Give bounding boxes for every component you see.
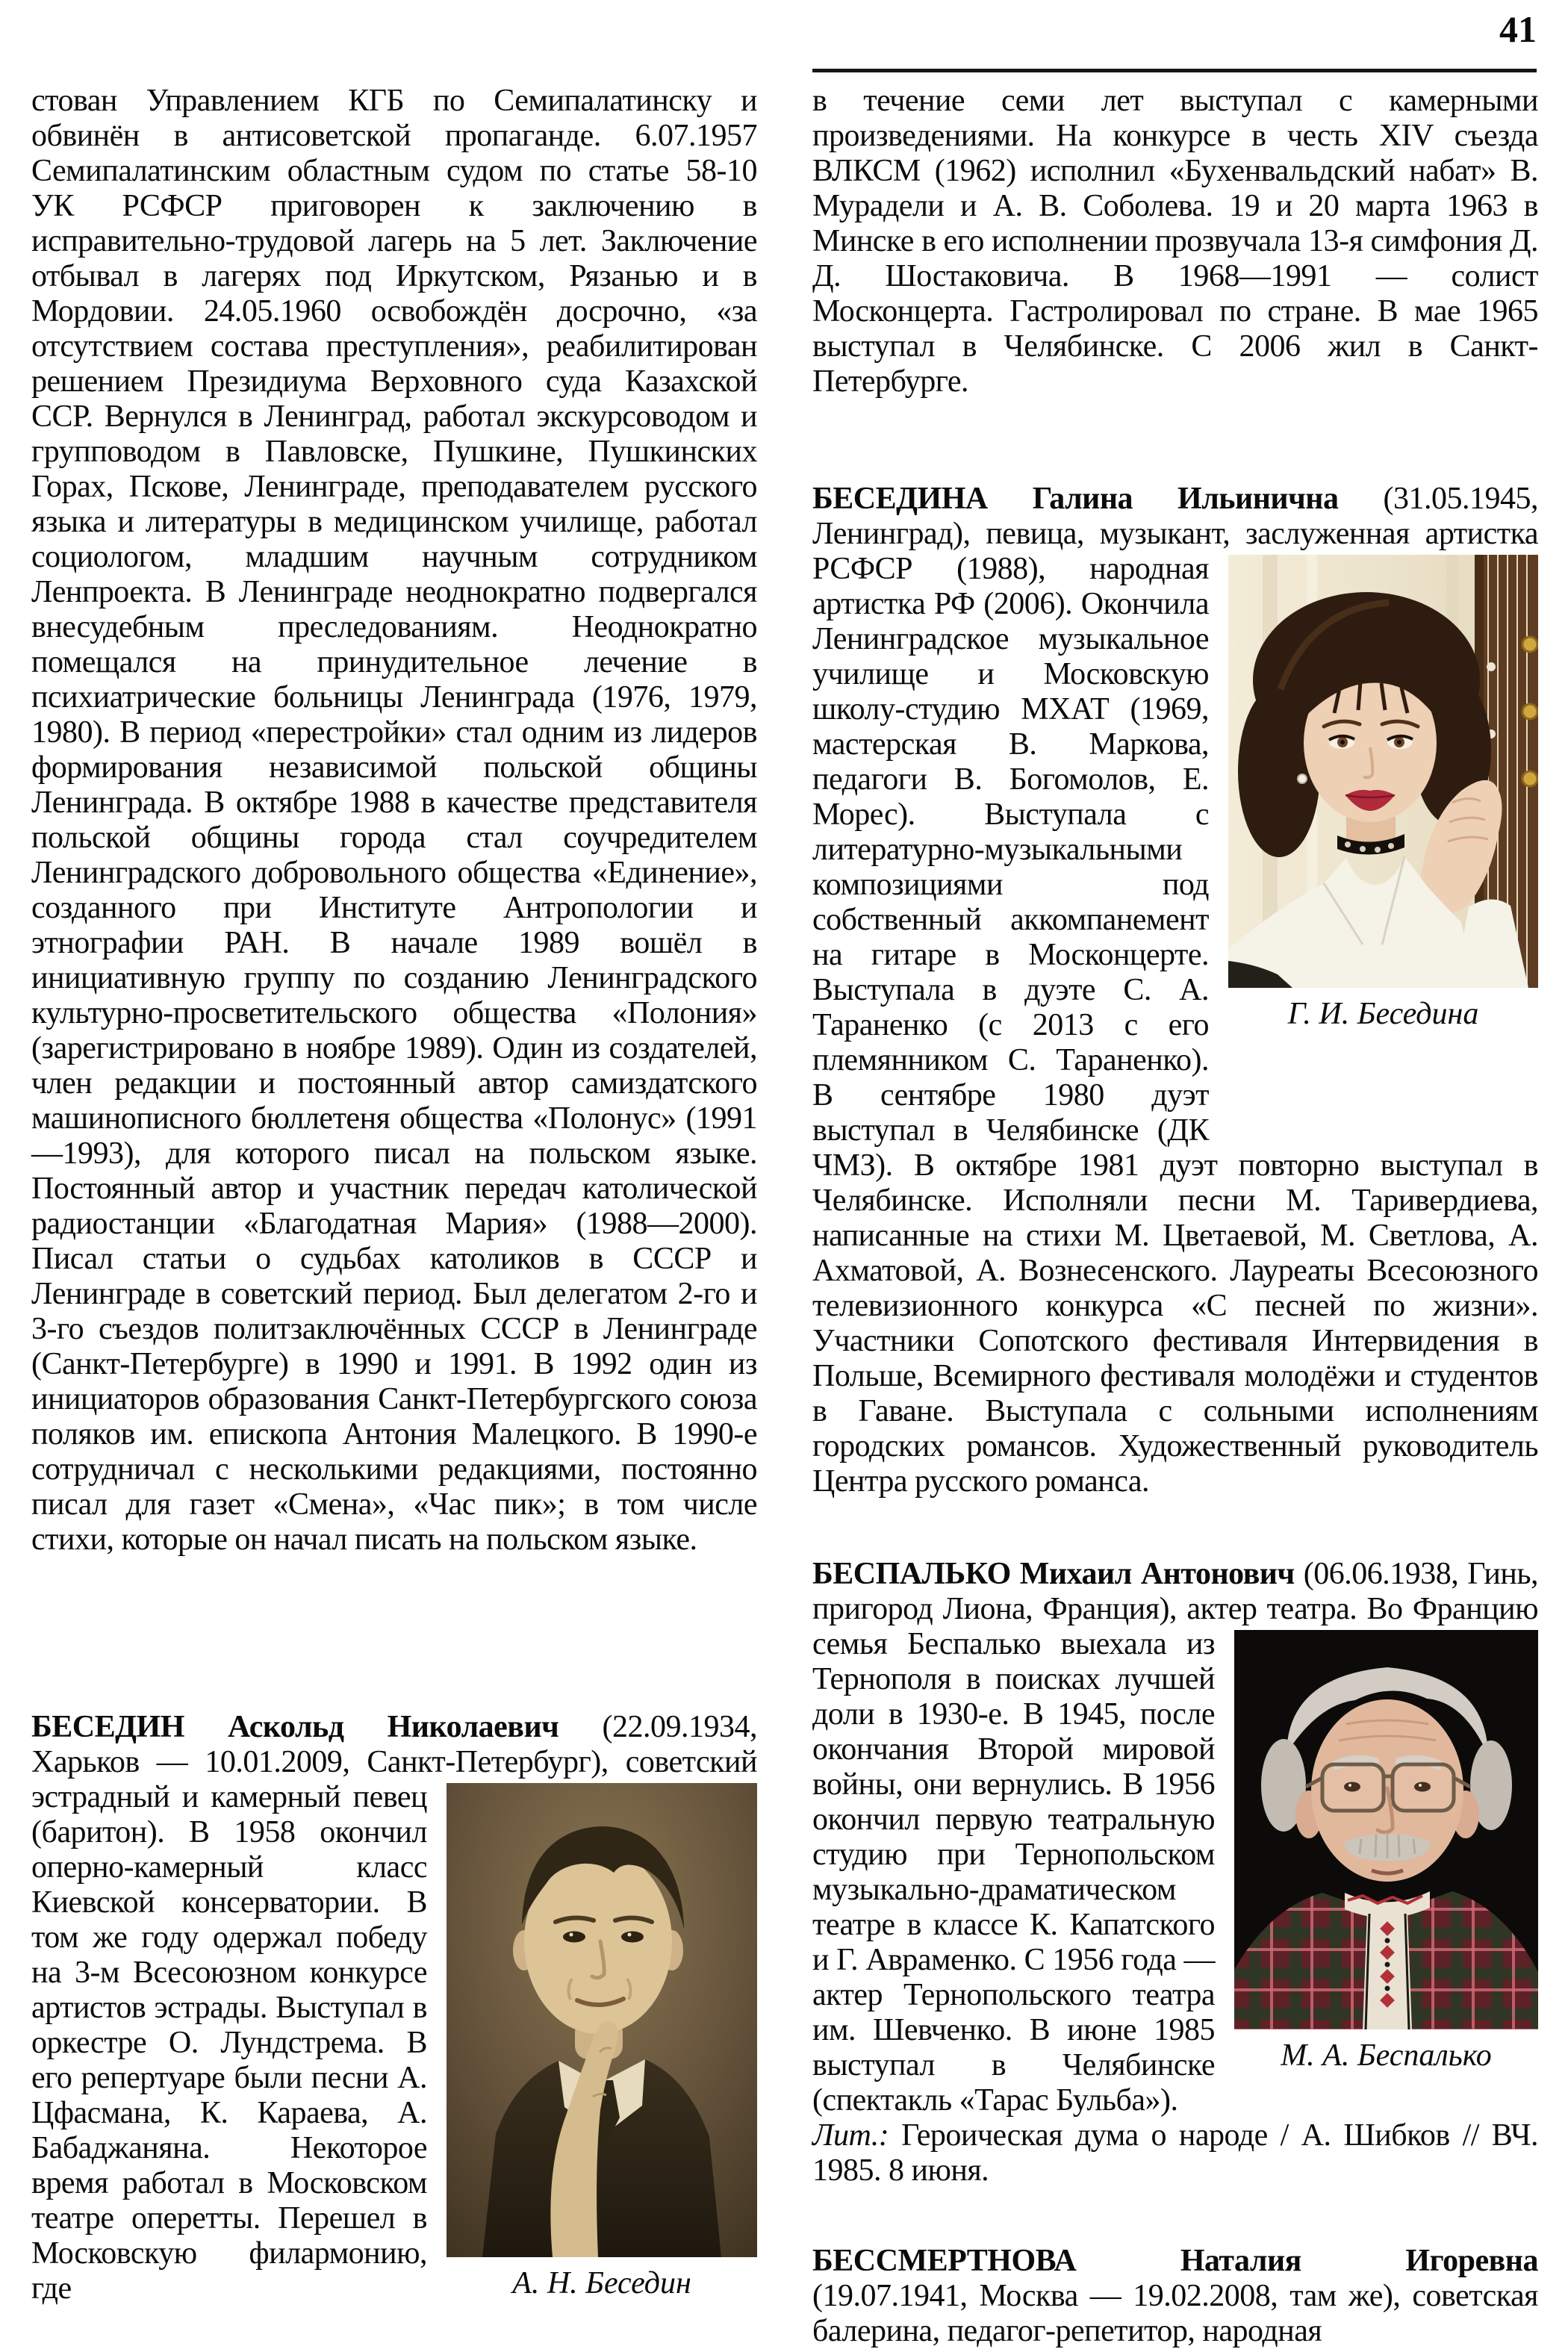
entry-bespalko-body: Во Францию семья Беспалько выехала из Тернополя в поисках лучшей доли в 1930-е. В 1945, после окончания Второй мировой войны, они вернулись. В 1956 окончил первую театральную студию при Тернопольском музыкально-драматическом театре в классе К. Капатского и Г. Авраменко. С 1956 года — актер Тернопольского театра им. Шевченко. В июне 1985 выступал в Челябинске (спектакль «Тарас Бульба»). [812,1592,1538,2118]
bespalko-photo-caption: М. А. Беспалько [1281,2038,1492,2073]
page-number: 41 [1499,8,1537,50]
entry-bespalko-main [812,1557,1538,2118]
entry-besedin-name: БЕСЕДИН Аскольд Николаевич [31,1710,559,1744]
literature-label: Лит.: [812,2118,889,2153]
entry-besedin-body: эстрадный и камерный певец (баритон). В 1958 окончил оперно-камерный класс Киевской консерватории. В том же году одержал победу на 3-м Всесоюзном конкурсе артистов эстрады. Выступал в оркестре О. Лундстрема. В его репертуаре были песни А. Цфасмана, К. Караева, А. Бабаджаняна. Некоторое время работал в Московском театре оперетты. Перешел в Московскую филармонию, где [31,1780,427,2306]
entry-bespalko-intro: (06.06.1938, Гинь, пригород Лиона, Франция), актер театра. [812,1557,1538,1626]
besedina-photo-caption: Г. И. Беседина [1287,997,1479,1031]
eye [1344,1782,1360,1792]
entry-bessmertnova-body: (19.07.1941, Москва — 19.02.2008, там же), советская балерина, педагог-репетитор, народная [812,2279,1538,2348]
entry-besedin [31,1710,757,2309]
entry-besedina-body: артистка РСФСР (1988), народная артистка РФ (2006). Окончила Ленинградское музыкальное училище и Московскую школу-студию МХАТ (1969, мастерская В. Маркова, педагоги В. Богомолов, Е. Морес). Выступала с литературно-музыкальными композициями под собственный аккомпанемент на гитаре в Москонцерте. Выступала в дуэте С. А. Тараненко (с 2013 с его племянником С. Тараненко). В сентябре 1980 дуэт выступал в Челябинске (ДК ЧМЗ). В октябре 1981 дуэт повторно выступал в Челябинске. Исполняли песни М. Таривердиева, написанные на стихи М. Цветаевой, М. Светлова, А. Ахматовой, А. Вознесенского. Лауреаты Всесоюзного телевизионного конкурса «С песней по жизни». Участники Сопотского фестиваля Интервидения в Польше, Всемирного фестиваля молодёжи и студентов в Гаване. Выступала с сольными исполнениям городских романсов. Художественный руководитель Центра русского романса. [812,517,1538,1499]
besedina-photo-figure [1228,555,1538,1032]
earring [1298,774,1307,783]
besedin-photo [447,1783,757,2257]
literature-text: Героическая дума о народе / А. Шибков // ВЧ. 1985. 8 июня. [812,2118,1538,2188]
besedina-photo [1228,555,1538,988]
eye [621,1932,644,1943]
entry-besedina [812,482,1538,1499]
tuning-peg [1522,771,1537,786]
besedin-photo-caption: А. Н. Беседин [512,2266,691,2300]
right-column [812,0,1538,2352]
entry-besedina-intro: (31.05.1945, Ленинград), певица, музыкант, заслуженная [812,482,1539,551]
entry-bessmertnova [812,2244,1538,2349]
eye [563,1932,585,1943]
besedin-continuation-paragraph: в течение семи лет выступал с камерными произведениями. На конкурсе в честь XIV съезда ВЛКСМ (1962) исполнил «Бухенвальдский набат» В. Мурадели и А. В. Соболева. 19 и 20 марта 1963 в Минске в его исполнении прозвучала 13-я симфония Д. Д. Шостаковича. В 1968—1991 — солист Москонцерта. Гастролировал по стране. В мае 1965 выступал в Челябинске. С 2006 жил в Санкт-Петербурге. [812,84,1538,399]
entry-bessmertnova-name: БЕССМЕРТНОВА Наталия Игоревна [812,2244,1538,2278]
left-column [31,0,757,2352]
entry-bespalko [812,1557,1538,2188]
entry-besedina-name: БЕСЕДИНА Галина Ильинична [812,482,1339,516]
entry-bespalko-name: БЕСПАЛЬКО Михаил Антонович [812,1557,1295,1591]
bespalko-literature [812,2118,1538,2188]
eye [1414,1782,1431,1792]
tuning-peg [1522,704,1537,719]
bespalko-photo [1234,1630,1538,2029]
bespalko-photo-figure [1234,1630,1538,2073]
entry-besedin-intro: (22.09.1934, Харьков — 10.01.2009, Санкт-Петербург), советский [31,1710,757,1779]
besedin-photo-figure [447,1783,757,2301]
tuning-peg [1522,637,1537,652]
continuation-paragraph: стован Управлением КГБ по Семипалатинску и обвинён в антисоветской пропаганде. 6.07.1957 Семипалатинским областным судом по статье 58-10 УК РСФСР приговорен к заключению в исправительно-трудовой лагерь на 5 лет. Заключение отбывал в лагерях под Иркутском, Рязанью и в Мордовии. 24.05.1960 освобождён досрочно, «за отсутствием состава преступления», реабилитирован решением Президиума Верховного суда Казахской ССР. Вернулся в Ленинград, работал экскурсоводом и групповодом в Павловске, Пушкине, Пушкинских Горах, Пскове, Ленинграде, преподавателем русского языка и литературы в медицинском училище, работал социологом, младшим научным сотрудником Ленпроекта. В Ленинграде неоднократно подвергался внесудебным преследованиям. Неоднократно помещался на принудительное лечение в психиатрические больницы Ленинграда (1976, 1979, 1980). В период «перестройки» стал одним из лидеров формирования независимой польской общины Ленинграда. В октябре 1988 в качестве представителя польской общины города стал соучредителем Ленинградского добровольного общества «Единение», созданного при Институте Антропологии и этнографии РАН. В начале 1989 вошёл в инициативную группу по созданию Ленинградского культурно-просветительского общества «Полония» (зарегистрировано в ноябре 1989). Один из создателей, член редакции и постоянный автор самиздатского машинописного бюллетеня общества «Полонус» (1991—1993), для которого писал на польском языке. Постоянный автор и участник передач католической радиостанции «Благодатная Мария» (1988—2000). Писал статьи о судьбах католиков в СССР и Ленинграде в советский период. Был делегатом 2-го и 3-го съездов политзаключённых СССР в Ленинграде (Санкт-Петербурге) в 1990 и 1991. В 1992 один из инициаторов образования Санкт-Петербургского союза поляков им. епископа Антония Малецкого. В 1990-е сотрудничал с несколькими редакциями, постоянно писал для газет «Смена», «Час пик»; в том числе стихи, которые он начал писать на польском языке. [31,84,757,1557]
